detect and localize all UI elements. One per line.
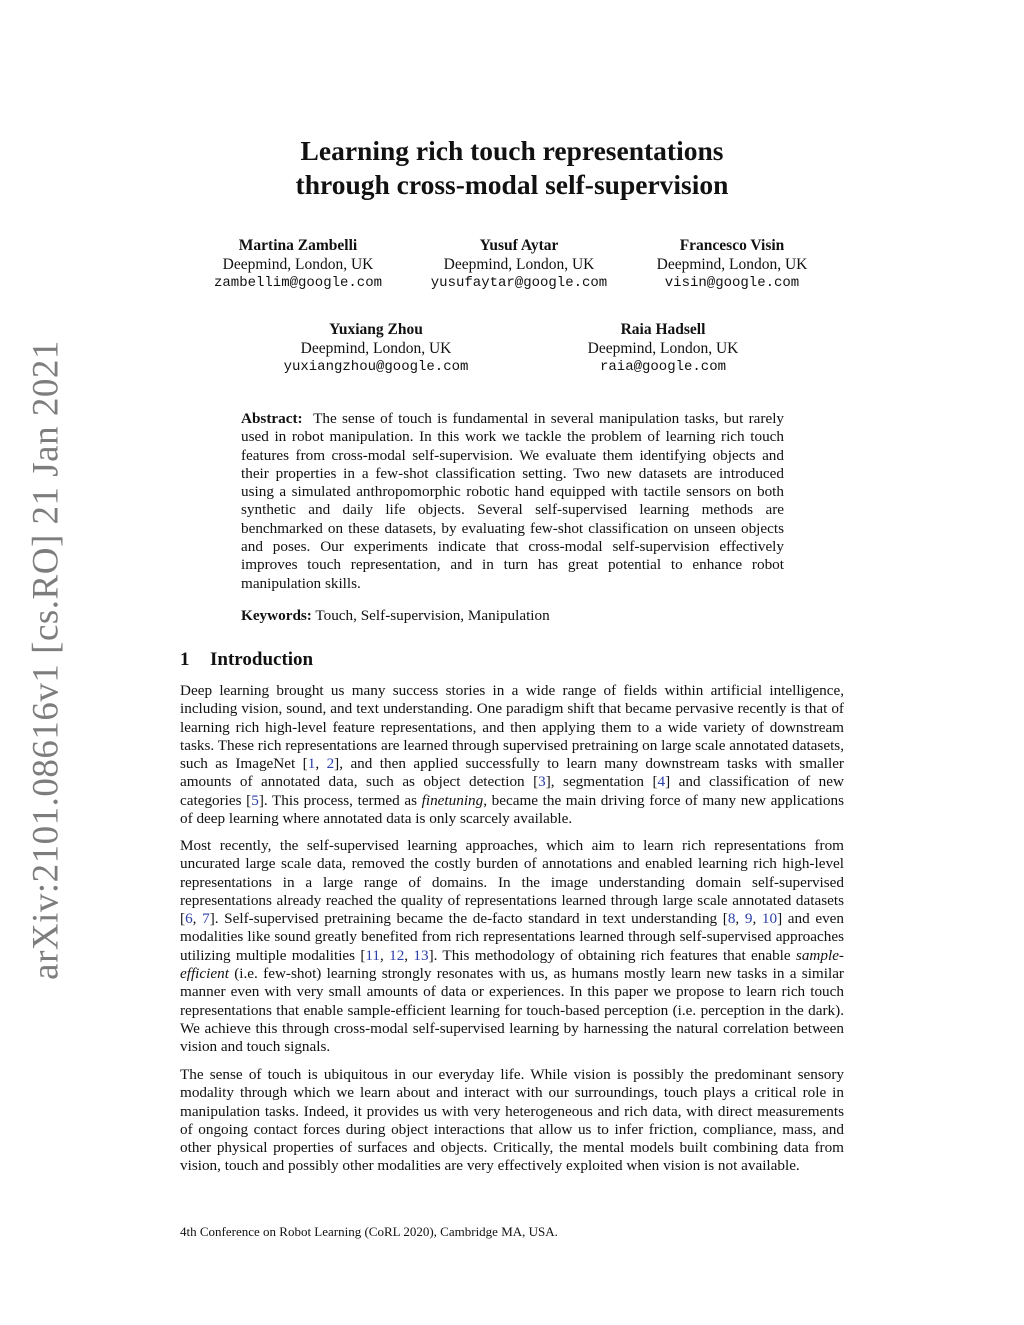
citation-link[interactable]: 7 <box>202 910 210 928</box>
author-email[interactable]: zambellim@google.com <box>213 275 383 291</box>
citation-link[interactable]: 5 <box>251 791 259 809</box>
text-run: (i.e. few-shot) learning strongly resonates with us, as humans mostly learn new tasks in a similar manner even with very small amounts of data or experiences. In this paper we propose to learn rich touch representations that enable sample-efficient learning for touch-based perception (i.e. perception in the dark). We achieve this through cross-modal self-supervised learning by harnessing the natural correlation between vision and touch signals. <box>180 965 844 1056</box>
text-run: ]. Self-supervised pretraining became the de-facto standard in text understanding [ <box>209 910 728 928</box>
intro-paragraph-3: The sense of touch is ubiquitous in our everyday life. While vision is possibly the predominant sensory modality through which we learn about and interact with our surroundings, touch plays a critical role in manipulation tasks. Indeed, it provides us with very heterogeneous and rich data, with direct measurements of ongoing contact forces during object interactions that allow us to infer friction, compliance, mass, and other physical properties of surfaces and objects. Critically, the mental models built combining data from vision, touch and possibly other modalities are very effectively exploited when vision is not available. <box>180 1066 844 1175</box>
citation-link[interactable]: 6 <box>185 910 193 928</box>
citation-link[interactable]: 4 <box>657 773 666 791</box>
text-run: ]. This methodology of obtaining rich features that enable <box>428 946 796 964</box>
abstract <box>241 410 784 593</box>
intro-paragraph-2 <box>180 837 844 1057</box>
author-name: Raia Hadsell <box>620 321 706 338</box>
text-run: , <box>752 910 762 928</box>
citation-link[interactable]: 8 <box>727 910 736 928</box>
arxiv-identifier: arXiv:2101.08616v1 [cs.RO] 21 Jan 2021 <box>25 340 67 980</box>
paper-title <box>180 134 844 202</box>
citation-link[interactable]: 13 <box>413 946 429 964</box>
abstract-text: The sense of touch is fundamental in several manipulation tasks, but rarely used in robot manipulation. In this work we tackle the problem of learning rich touch features from cross-modal self-supervision. We evaluate them identifying objects and their properties in a few-shot classification setting. Two new datasets are introduced using a simulated anthropomorphic robotic hand equipped with tactile sensors on both synthetic and daily life objects. Several self-supervised learning methods are benchmarked on these datasets, by evaluating few-shot classification on unseen objects and poses. Our experiments indicate that cross-modal self-supervision effectively improves touch representation, and in turn has great potential to enhance robot manipulation skills. <box>241 410 785 592</box>
citation-link[interactable]: 9 <box>744 910 753 928</box>
text-run: , <box>735 910 745 928</box>
author-affiliation: Deepmind, London, UK <box>443 255 595 273</box>
author-affiliation: Deepmind, London, UK <box>587 339 739 357</box>
citation-link[interactable]: 10 <box>761 910 778 928</box>
keywords <box>241 607 784 625</box>
author-block <box>266 321 486 377</box>
keywords-label: Keywords: <box>241 607 312 624</box>
text-run: Deep learning brought us many success stories in a wide range of fields within artificial intelligence, including vision, sound, and text understanding. One paradigm shift that became pervasive recently is that of learning rich high-level feature representations, and then applying them to a wide variety of downstream tasks. These rich representations are learned through supervised pretraining on large scale annotated datasets, such as ImageNet [ <box>180 682 844 773</box>
citation-link[interactable]: 2 <box>326 755 335 773</box>
author-block <box>409 237 629 293</box>
text-run: , <box>315 755 327 773</box>
text-run: , <box>404 946 414 964</box>
author-email[interactable]: visin@google.com <box>664 275 800 291</box>
author-block <box>622 237 842 293</box>
section-heading <box>180 648 313 672</box>
text-run: , <box>192 910 203 928</box>
text-run: ] and classification of new categories [ <box>180 773 844 809</box>
text-run: ], segmentation [ <box>545 773 658 791</box>
emphasis: sample-efficient <box>180 946 844 983</box>
conference-footnote: 4th Conference on Robot Learning (CoRL 2020), Cambridge MA, USA. <box>180 1224 558 1239</box>
author-name: Yusuf Aytar <box>479 237 559 254</box>
author-name: Francesco Visin <box>679 237 785 254</box>
text-run: , <box>380 946 390 964</box>
author-affiliation: Deepmind, London, UK <box>222 255 374 273</box>
text-run: Most recently, the self-supervised learning approaches, which aim to learn rich representations from uncurated large scale data, removed the costly burden of annotations and enabled learning rich high-level representations in a large range of domains. In the image understanding domain self-supervised representations already reached the quality of representations learned through large scale annotated datasets [ <box>180 837 844 928</box>
author-block <box>553 321 773 377</box>
title-line-1: Learning rich touch representations <box>300 135 724 166</box>
arxiv-sidebar <box>15 340 77 980</box>
keywords-text: Touch, Self-supervision, Manipulation <box>315 607 550 624</box>
author-block <box>188 237 408 293</box>
section-title: Introduction <box>210 649 314 670</box>
author-email[interactable]: yusufaytar@google.com <box>430 275 608 291</box>
author-name: Martina Zambelli <box>238 237 358 254</box>
text-run: ]. This process, termed as <box>258 791 422 809</box>
emphasis: finetuning <box>421 791 484 809</box>
abstract-label: Abstract: <box>241 410 303 427</box>
author-name: Yuxiang Zhou <box>329 321 423 338</box>
citation-link[interactable]: 12 <box>389 946 405 964</box>
citation-link[interactable]: 1 <box>307 755 316 773</box>
text-run: ], and then applied successfully to learn many downstream tasks with smaller amounts of annotated data, such as object detection [ <box>180 755 844 791</box>
author-affiliation: Deepmind, London, UK <box>656 255 808 273</box>
title-line-2: through cross-modal self-supervision <box>295 169 729 200</box>
text-run: , became the main driving force of many new applications of deep learning where annotated data is only scarcely available. <box>180 791 844 828</box>
author-affiliation: Deepmind, London, UK <box>300 339 452 357</box>
citation-link[interactable]: 3 <box>538 773 546 791</box>
citation-link[interactable]: 11 <box>365 946 381 964</box>
author-email[interactable]: raia@google.com <box>599 359 727 375</box>
author-email[interactable]: yuxiangzhou@google.com <box>283 359 469 375</box>
section-number: 1 <box>180 649 190 670</box>
text-run: ] and even modalities like sound greatly benefited from rich representations learned through self-supervised approaches utilizing multiple modalities [ <box>180 910 845 964</box>
intro-paragraph-1 <box>180 682 844 828</box>
